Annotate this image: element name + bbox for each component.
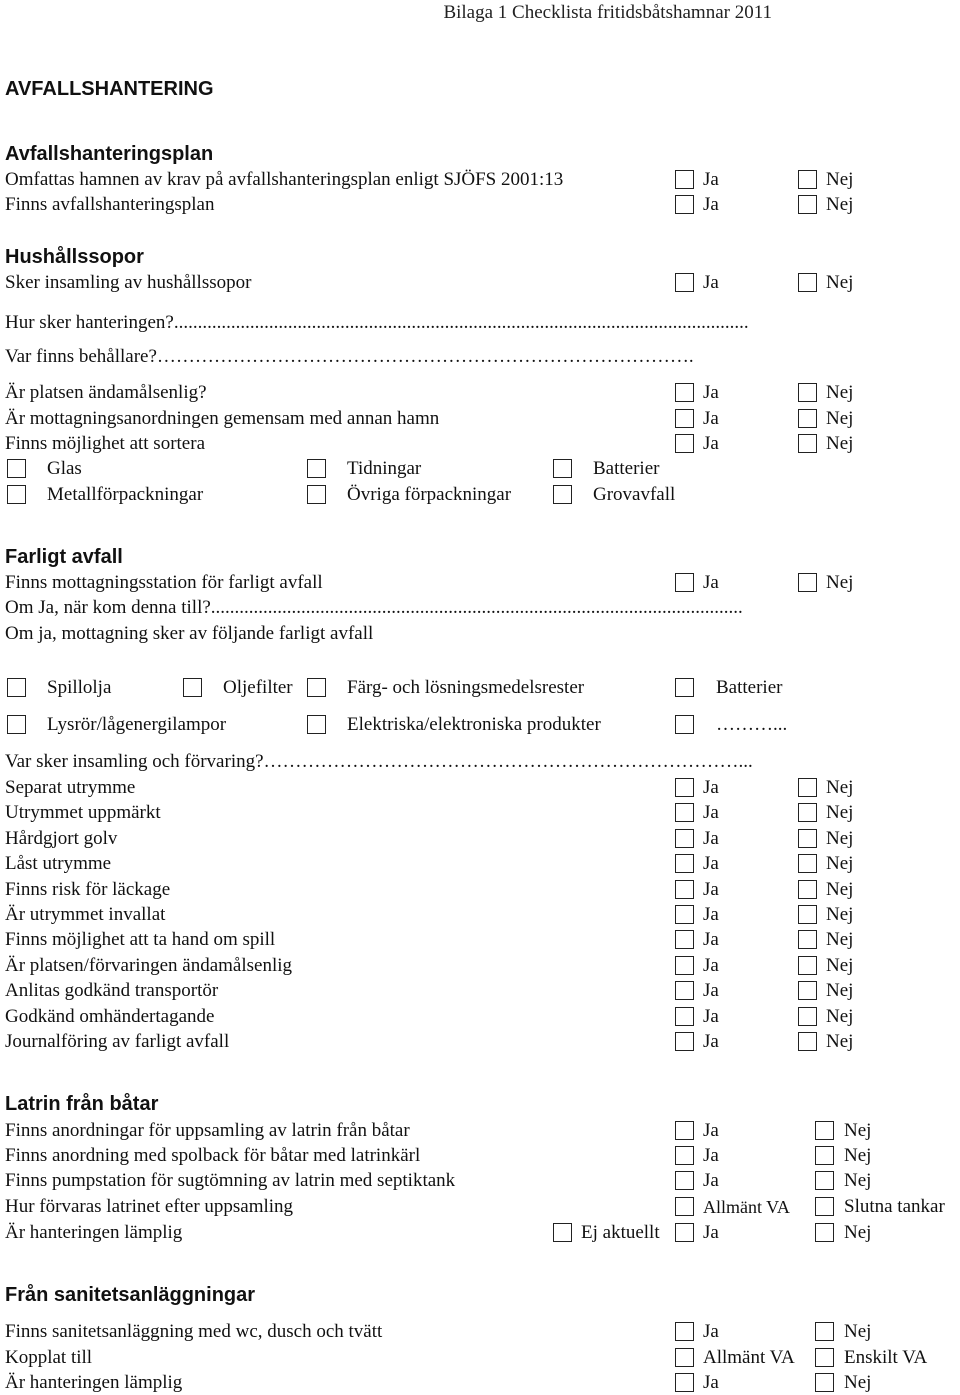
checkbox-ja[interactable] [675, 880, 694, 899]
checkbox-farg-losningsmedel[interactable] [307, 678, 326, 697]
checkbox-ja[interactable] [675, 1121, 694, 1140]
sort-label-grovavfall: Grovavfall [593, 484, 676, 505]
type-label-oljefilter: Oljefilter [223, 677, 293, 698]
question-label: Hur förvaras latrinet efter uppsamling [5, 1196, 294, 1217]
question-label: Separat utrymme [5, 777, 136, 798]
ej-aktuellt-label: Ej aktuellt [581, 1222, 660, 1243]
type-label-spillolja: Spillolja [47, 677, 112, 698]
question-label: Finns avfallshanteringsplan [5, 194, 215, 215]
question-label: Låst utrymme [5, 853, 112, 874]
checkbox-ja[interactable] [675, 170, 694, 189]
enskilt-va-label: Enskilt VA [844, 1347, 928, 1368]
nej-label: Nej [826, 929, 854, 950]
nej-label: Nej [844, 1222, 872, 1243]
ja-label: Ja [703, 1031, 719, 1052]
question-label: Är hanteringen lämplig [5, 1222, 183, 1243]
checkbox-nej[interactable] [798, 383, 817, 402]
checkbox-ja[interactable] [675, 981, 694, 1000]
checkbox-nej[interactable] [815, 1171, 834, 1190]
question-label: Finns mottagningsstation för farligt avfall [5, 572, 323, 593]
checkbox-ja[interactable] [675, 409, 694, 428]
ja-label: Ja [703, 777, 719, 798]
checkbox-nej[interactable] [798, 829, 817, 848]
question-label: Anlitas godkänd transportör [5, 980, 219, 1001]
type-label-ovrigt[interactable]: ………... [716, 714, 788, 735]
question-label: Är utrymmet invallat [5, 904, 166, 925]
question-label: Är platsen/förvaringen ändamålsenlig [5, 955, 293, 976]
question-label: Är hanteringen lämplig [5, 1372, 183, 1393]
checkbox-nej[interactable] [798, 1032, 817, 1051]
checkbox-ja[interactable] [675, 1373, 694, 1392]
question-label: Finns sanitetsanläggning med wc, dusch och tvätt [5, 1321, 383, 1342]
section-heading-latrin: Latrin från båtar [5, 1093, 159, 1115]
question-label: Hårdgjort golv [5, 828, 118, 849]
type-label-lysror: Lysrör/lågenergilampor [47, 714, 227, 735]
sort-label-batterier: Batterier [593, 458, 660, 479]
allmant-va-label: Allmänt VA [703, 1197, 790, 1217]
checkbox-spillolja[interactable] [7, 678, 26, 697]
checkbox-ja[interactable] [675, 1322, 694, 1341]
checkbox-ej-aktuellt[interactable] [553, 1223, 572, 1242]
checkbox-nej[interactable] [798, 573, 817, 592]
nej-label: Nej [844, 1120, 872, 1141]
fill-in-line[interactable]: Var finns behållare?…………………………………………………………………………. [5, 346, 694, 367]
checkbox-nej[interactable] [798, 273, 817, 292]
section-heading-hushallssopor: Hushållssopor [5, 246, 144, 268]
ja-label: Ja [703, 408, 719, 429]
checkbox-nej[interactable] [798, 905, 817, 924]
section-heading-farligt-avfall: Farligt avfall [5, 546, 123, 568]
ja-label: Ja [703, 382, 719, 403]
question-label: Utrymmet uppmärkt [5, 802, 161, 823]
checkbox-ja[interactable] [675, 434, 694, 453]
section-heading-sanitet: Från sanitetsanläggningar [5, 1284, 256, 1306]
checkbox-ja[interactable] [675, 1171, 694, 1190]
nej-label: Nej [826, 955, 854, 976]
checkbox-nej[interactable] [798, 195, 817, 214]
nej-label: Nej [826, 408, 854, 429]
sort-label-tidningar: Tidningar [347, 458, 422, 479]
ja-label: Ja [703, 802, 719, 823]
question-label: Finns pumpstation för sugtömning av latrin med septiktank [5, 1170, 456, 1191]
ja-label: Ja [703, 904, 719, 925]
checkbox-nej[interactable] [798, 778, 817, 797]
nej-label: Nej [826, 572, 854, 593]
nej-label: Nej [826, 853, 854, 874]
ja-label: Ja [703, 194, 719, 215]
checkbox-nej[interactable] [798, 170, 817, 189]
ja-label: Ja [703, 929, 719, 950]
nej-label: Nej [826, 382, 854, 403]
checkbox-lysror[interactable] [7, 715, 26, 734]
nej-label: Nej [826, 828, 854, 849]
checkbox-ja[interactable] [675, 956, 694, 975]
checkbox-ja[interactable] [675, 1032, 694, 1051]
question-label: Sker insamling av hushållssopor [5, 272, 252, 293]
question-label: Journalföring av farligt avfall [5, 1031, 230, 1052]
ja-label: Ja [703, 1145, 719, 1166]
sort-label-metallforpackningar: Metallförpackningar [47, 484, 204, 505]
ja-label: Ja [703, 572, 719, 593]
ja-label: Ja [703, 1372, 719, 1393]
checkbox-ovriga-forpackningar[interactable] [307, 485, 326, 504]
checkbox-nej[interactable] [815, 1322, 834, 1341]
ja-label: Ja [703, 980, 719, 1001]
checkbox-ja[interactable] [675, 383, 694, 402]
checkbox-nej[interactable] [815, 1121, 834, 1140]
ja-label: Ja [703, 955, 719, 976]
ja-label: Ja [703, 1321, 719, 1342]
ja-label: Ja [703, 433, 719, 454]
page-title: AVFALLSHANTERING [5, 78, 214, 100]
nej-label: Nej [844, 1170, 872, 1191]
question-label: Är mottagningsanordningen gemensam med annan hamn [5, 408, 440, 429]
question-label: Finns risk för läckage [5, 879, 171, 900]
question-label: Godkänd omhändertagande [5, 1006, 215, 1027]
checkbox-nej[interactable] [815, 1146, 834, 1165]
checkbox-nej[interactable] [798, 434, 817, 453]
ja-label: Ja [703, 853, 719, 874]
checkbox-nej[interactable] [815, 1373, 834, 1392]
checkbox-ja[interactable] [675, 573, 694, 592]
checkbox-oljefilter[interactable] [183, 678, 202, 697]
nej-label: Nej [844, 1321, 872, 1342]
checkbox-nej[interactable] [798, 956, 817, 975]
type-label-farg-losningsmedel: Färg- och lösningsmedelsrester [347, 677, 585, 698]
nej-label: Nej [826, 980, 854, 1001]
ja-label: Ja [703, 272, 719, 293]
ja-label: Ja [703, 1222, 719, 1243]
type-label-batterier: Batterier [716, 677, 783, 698]
section-heading-avfallshanteringsplan: Avfallshanteringsplan [5, 143, 214, 165]
checkbox-nej[interactable] [798, 880, 817, 899]
fill-in-line[interactable]: Hur sker hanteringen?......................................................................................................................... [5, 312, 749, 333]
ja-label: Ja [703, 828, 719, 849]
nej-label: Nej [826, 879, 854, 900]
checkbox-elektronik[interactable] [307, 715, 326, 734]
nej-label: Nej [826, 1006, 854, 1027]
nej-label: Nej [844, 1372, 872, 1393]
checkbox-allmant-va[interactable] [675, 1197, 694, 1216]
page-header: Bilaga 1 Checklista fritidsbåtshamnar 2011 [443, 2, 772, 23]
nej-label: Nej [826, 904, 854, 925]
checkbox-ja[interactable] [675, 803, 694, 822]
question-label: Finns möjlighet att sortera [5, 433, 206, 454]
checkbox-batterier[interactable] [553, 459, 572, 478]
nej-label: Nej [826, 272, 854, 293]
checkbox-ja[interactable] [675, 930, 694, 949]
checkbox-nej[interactable] [798, 981, 817, 1000]
allmant-va-label: Allmänt VA [703, 1347, 795, 1368]
checkbox-metallforpackningar[interactable] [7, 485, 26, 504]
ja-label: Ja [703, 879, 719, 900]
nej-label: Nej [826, 194, 854, 215]
checkbox-ja[interactable] [675, 1223, 694, 1242]
nej-label: Nej [826, 433, 854, 454]
nej-label: Nej [826, 1031, 854, 1052]
checkbox-nej[interactable] [815, 1223, 834, 1242]
checkbox-grovavfall[interactable] [553, 485, 572, 504]
checkbox-ja[interactable] [675, 1007, 694, 1026]
sort-label-glas: Glas [47, 458, 82, 479]
checkbox-slutna-tankar[interactable] [815, 1197, 834, 1216]
sort-label-ovriga-forpackningar: Övriga förpackningar [347, 484, 512, 505]
fill-in-line[interactable]: Om Ja, när kom denna till?................................................................................................................ [5, 597, 743, 618]
nej-label: Nej [826, 777, 854, 798]
checkbox-ovrigt[interactable] [675, 715, 694, 734]
checkbox-enskilt-va[interactable] [815, 1348, 834, 1367]
question-label: Kopplat till [5, 1347, 93, 1368]
checkbox-ja[interactable] [675, 905, 694, 924]
checkbox-nej[interactable] [798, 1007, 817, 1026]
checkbox-ja[interactable] [675, 273, 694, 292]
checkbox-nej[interactable] [798, 803, 817, 822]
question-label: Om ja, mottagning sker av följande farligt avfall [5, 623, 374, 644]
checkbox-glas[interactable] [7, 459, 26, 478]
question-label: Finns anordningar för uppsamling av latrin från båtar [5, 1120, 410, 1141]
checkbox-ja[interactable] [675, 195, 694, 214]
nej-label: Nej [826, 802, 854, 823]
nej-label: Nej [826, 169, 854, 190]
fill-in-line[interactable]: Var sker insamling och förvaring?…………………………………………………………………... [5, 751, 753, 772]
checkbox-ja[interactable] [675, 854, 694, 873]
slutna-tankar-label: Slutna tankar [844, 1196, 945, 1217]
checkbox-allmant-va[interactable] [675, 1348, 694, 1367]
checkbox-ja[interactable] [675, 1146, 694, 1165]
checkbox-ja[interactable] [675, 829, 694, 848]
ja-label: Ja [703, 169, 719, 190]
question-label: Finns anordning med spolback för båtar med latrinkärl [5, 1145, 421, 1166]
question-label: Omfattas hamnen av krav på avfallshanteringsplan enligt SJÖFS 2001:13 [5, 169, 564, 190]
type-label-elektronik: Elektriska/elektroniska produkter [347, 714, 601, 735]
question-label: Finns möjlighet att ta hand om spill [5, 929, 276, 950]
checkbox-nej[interactable] [798, 409, 817, 428]
checkbox-tidningar[interactable] [307, 459, 326, 478]
checkbox-ja[interactable] [675, 778, 694, 797]
nej-label: Nej [844, 1145, 872, 1166]
checkbox-nej[interactable] [798, 930, 817, 949]
ja-label: Ja [703, 1006, 719, 1027]
checkbox-nej[interactable] [798, 854, 817, 873]
question-label: Är platsen ändamålsenlig? [5, 382, 207, 403]
checkbox-batterier[interactable] [675, 678, 694, 697]
ja-label: Ja [703, 1120, 719, 1141]
ja-label: Ja [703, 1170, 719, 1191]
